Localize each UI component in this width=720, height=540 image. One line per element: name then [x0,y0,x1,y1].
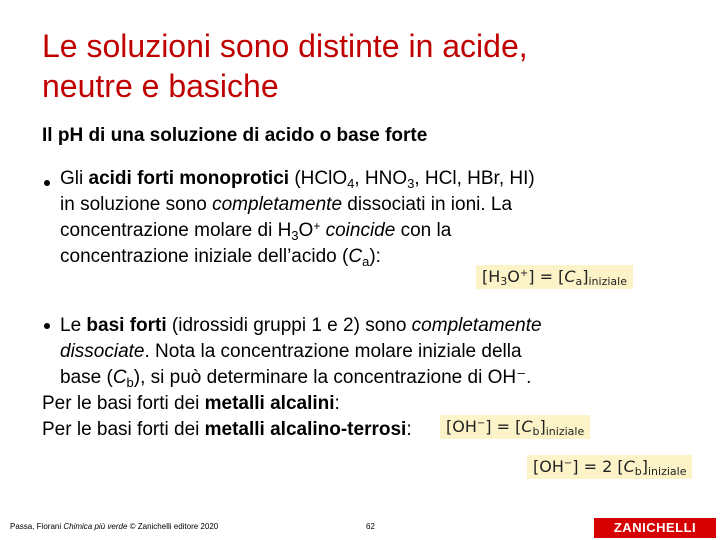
bullet2-line1: Le basi forti (idrossidi gruppi 1 e 2) sono completamente [60,315,542,336]
bullet1-line4: concentrazione iniziale dell’acido $(C_a)$: [60,246,381,269]
bullet1-line3: concentrazione molare di $H_3O^+$ coincide con la [60,219,452,243]
bullet2-line2: dissociate. Nota la concentrazione molare iniziale della [60,341,522,362]
footer-credit: Passa, Fiorani Chimica più verde © Zanichelli editore 2020 [10,522,219,531]
title-line-1: Le soluzioni sono distinte in acide, [42,28,528,64]
slide-subtitle: Il pH di una soluzione di acido o base forte [42,125,428,146]
title-line-2: neutre e basiche [42,68,279,104]
formula-alkaline-earth-base: [OH−] = 2 $[C_b]_{iniziale}$ [527,455,692,479]
bullet2-line4: Per le basi forti dei metalli alcalini: [42,393,340,414]
slide-title [42,26,692,106]
page-number: 62 [366,522,375,531]
formula-acid-concentration: $[H_3O^+] = [C_a]_{iniziale}$ [476,265,633,289]
bullet1-line1: Gli acidi forti monoprotici (HClO$_4$, $HNO_3$, HCl, HBr, HI) [60,168,535,191]
bullet2-line5: Per le basi forti dei metalli alcalino-terrosi: [42,419,412,440]
bullet-acids [60,166,690,270]
publisher-logo: ZANICHELLI [594,518,716,538]
bullet2-line3: base $(C_b)$, si può determinare la concentrazione di OH⁻. [60,367,532,390]
bullet-dot-1 [44,180,50,186]
formula-alkali-base: $[OH^-] = [C_b]_{iniziale}$ [440,415,590,439]
bullet-bases [42,313,702,443]
bullet1-line2: in soluzione sono completamente dissociati in ioni. La [60,194,513,215]
